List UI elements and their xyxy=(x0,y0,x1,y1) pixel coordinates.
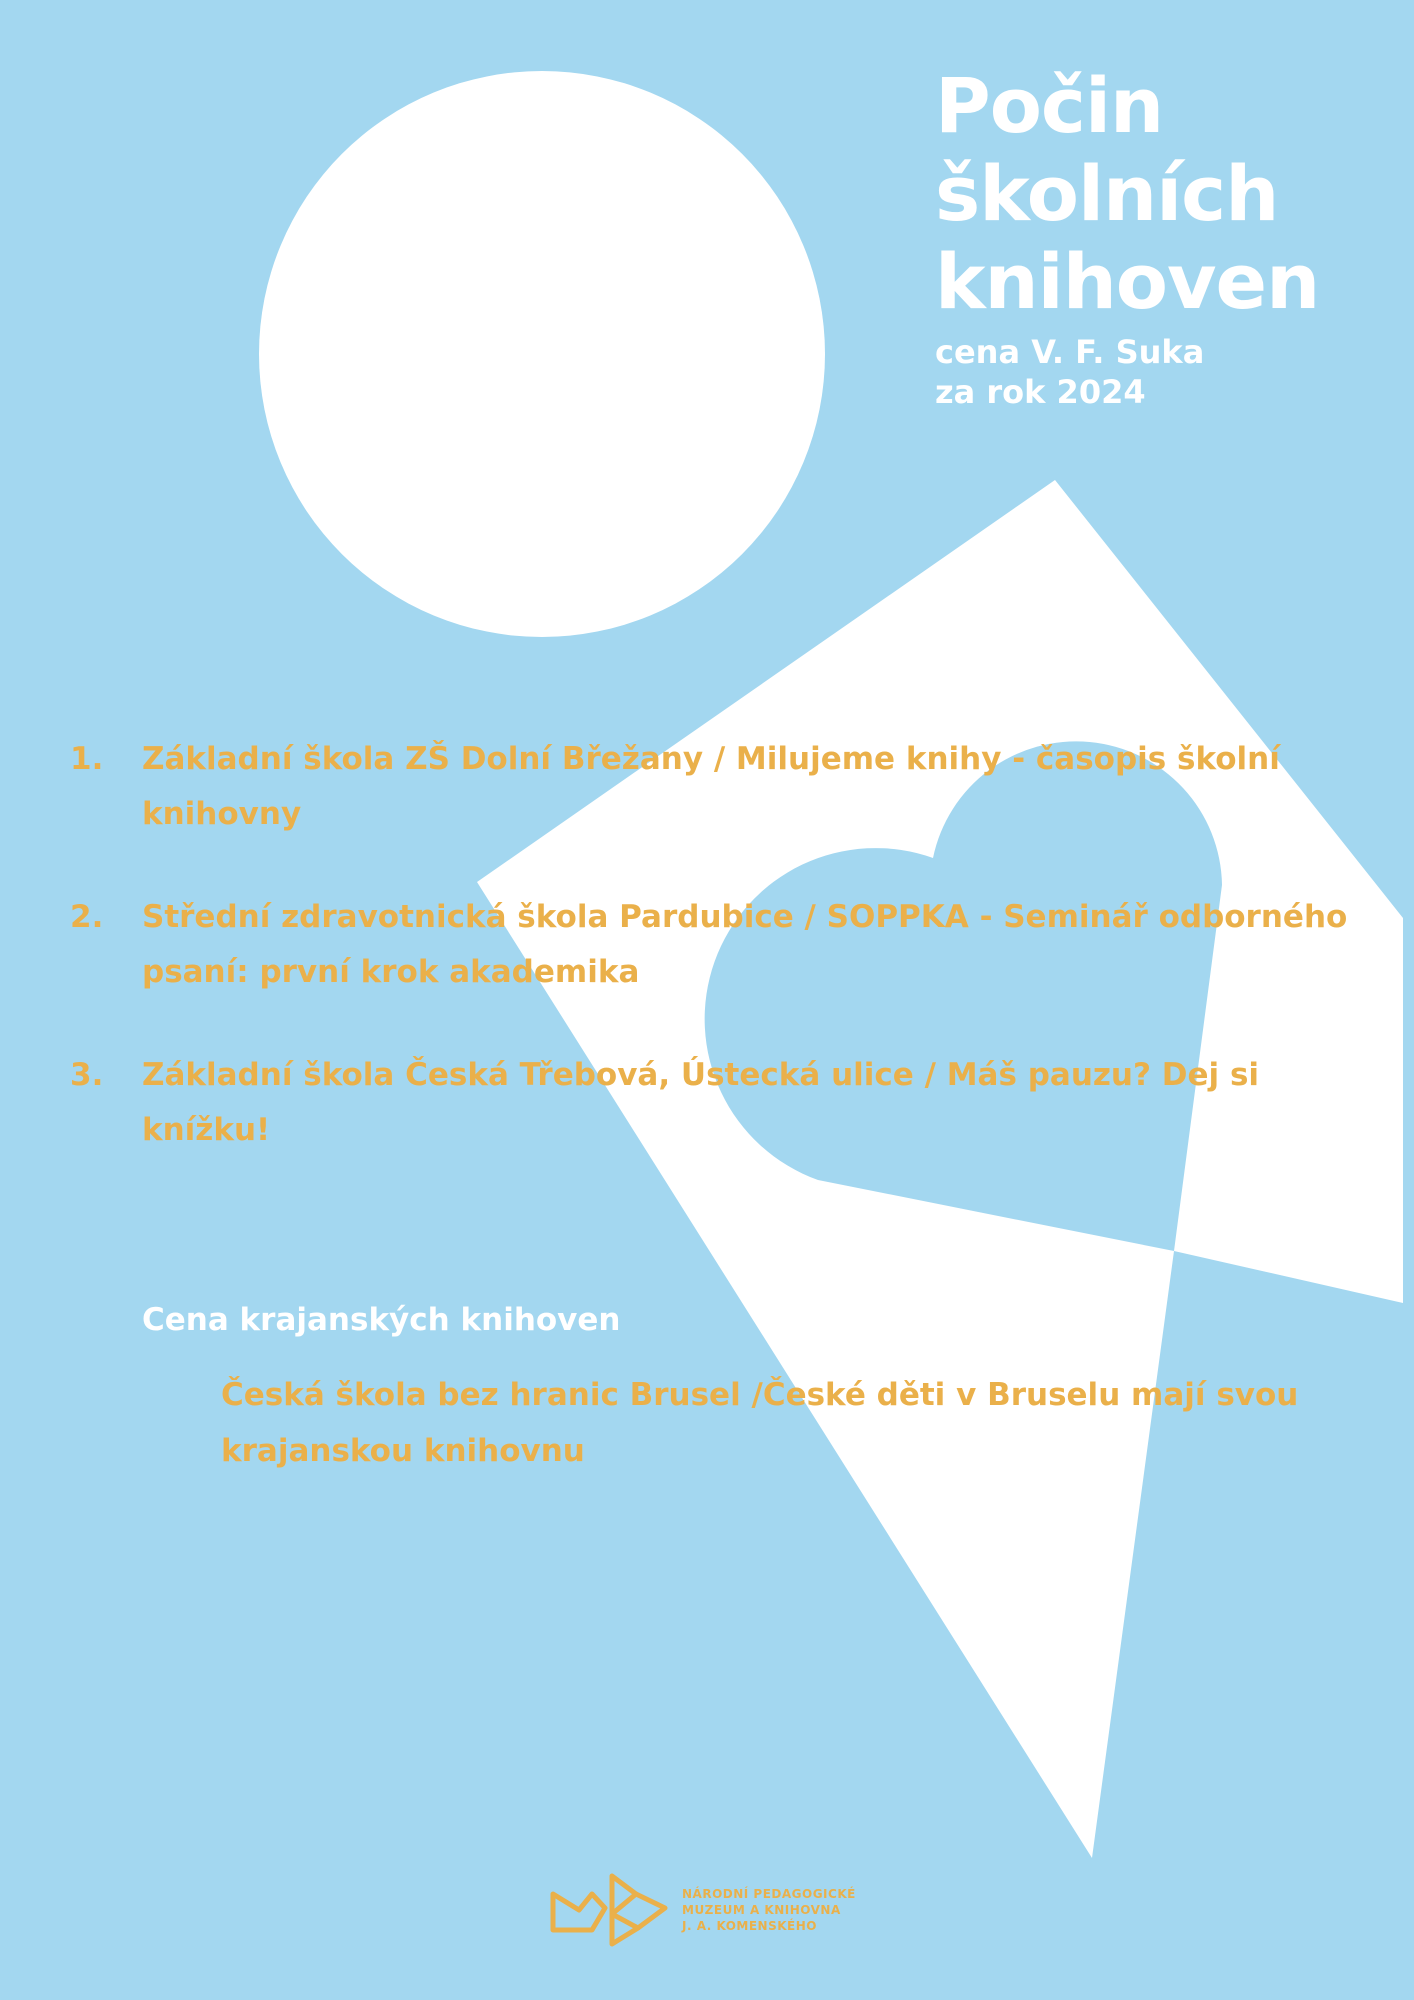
award-text: Základní škola ZŠ Dolní Břežany / Milujeme knihy - časopis školní knihovny xyxy=(142,741,1280,832)
award-number: 3. xyxy=(70,1057,104,1093)
award-item xyxy=(70,890,1410,1000)
award-item xyxy=(70,1048,1410,1158)
white-circle xyxy=(259,71,825,637)
award-number: 1. xyxy=(70,741,104,777)
museum-logo-icon xyxy=(550,1872,668,1948)
page-title: Počin školních knihoven xyxy=(935,61,1320,326)
page-subtitle: cena V. F. Suka za rok 2024 xyxy=(935,333,1205,411)
award-number: 2. xyxy=(70,899,104,935)
award-text: Střední zdravotnická škola Pardubice / SOPPKA - Seminář odborného psaní: první krok akademika xyxy=(142,899,1348,990)
award-text: Základní škola Česká Třebová, Ústecká ulice / Máš pauzu? Dej si knížku! xyxy=(142,1057,1260,1148)
museum-logo-text: NÁRODNÍ PEDAGOGICKÉ MUZEUM A KNIHOVNA J. A. KOMENSKÉHO xyxy=(682,1887,856,1933)
special-award-text: Česká škola bez hranic Brusel /České děti v Bruselu mají svou krajanskou knihovnu xyxy=(221,1377,1299,1469)
title-block xyxy=(935,62,1319,412)
special-award-heading: Cena krajanských knihoven xyxy=(142,1302,621,1338)
award-list xyxy=(70,732,1410,1206)
museum-logo xyxy=(550,1872,856,1948)
award-item xyxy=(70,732,1410,842)
